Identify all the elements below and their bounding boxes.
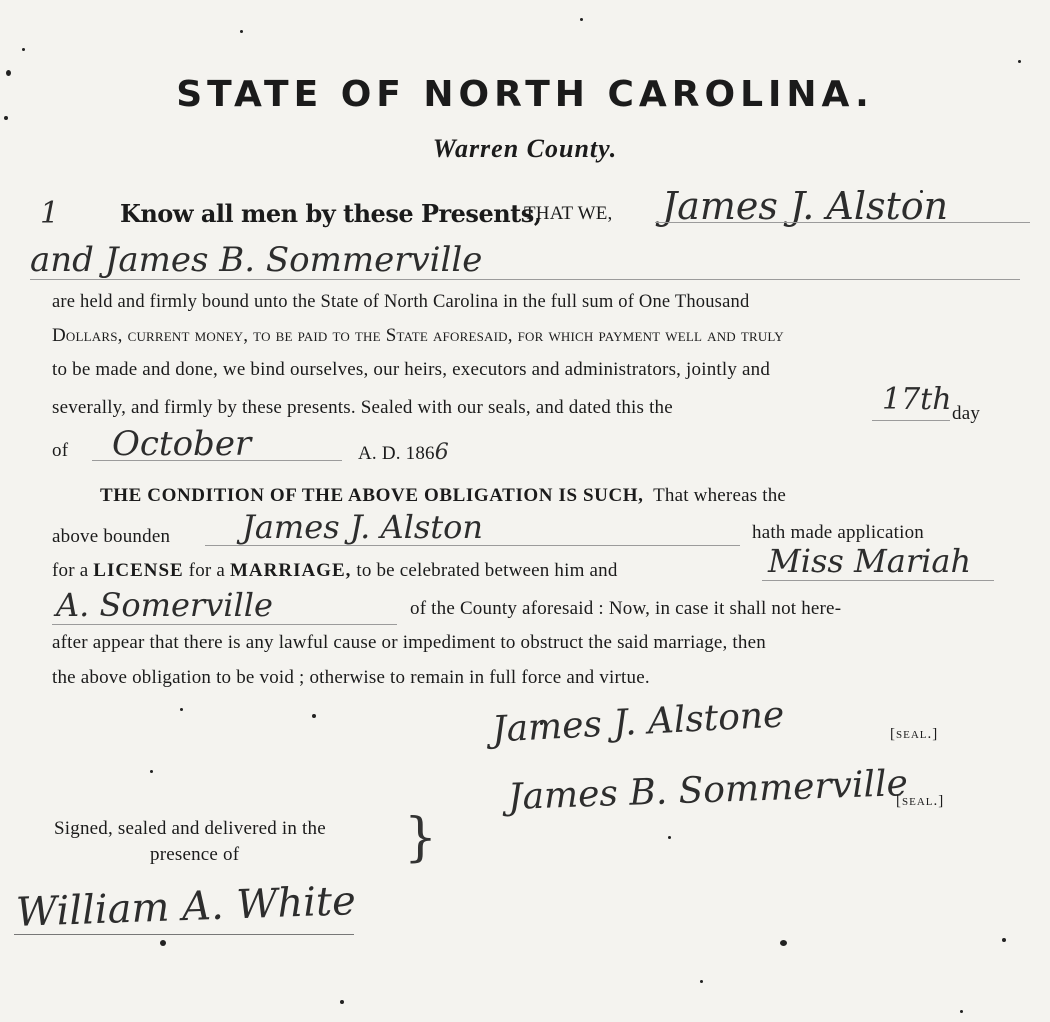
license-suffix: to be celebrated between him and: [356, 560, 618, 581]
preamble-text: Know all men by these Presents,: [120, 199, 542, 228]
day-value: 17th: [882, 382, 952, 417]
brace-glyph: }: [404, 808, 438, 868]
scan-speck: [160, 940, 166, 946]
bride-name-part-1: Miss Mariah: [768, 542, 972, 580]
fill-line: [92, 460, 342, 461]
scan-speck: [960, 1010, 963, 1013]
year-prefix: A. D. 186: [358, 443, 435, 464]
bride-name-part-2: A. Somerville: [56, 586, 273, 624]
document-title: STATE OF NORTH CAROLINA.: [176, 74, 874, 115]
scan-speck: [312, 714, 316, 718]
county-aforesaid-text: of the County aforesaid : Now, in case it shall not here-: [410, 598, 842, 619]
year-digit: 6: [434, 440, 449, 465]
scan-speck: [340, 1000, 344, 1004]
scan-speck: [1002, 938, 1006, 942]
condition-heading: THE CONDITION OF THE ABOVE OBLIGATION IS SUCH,: [100, 485, 644, 506]
signature-obligor-2: James B. Sommerville: [507, 763, 909, 818]
fill-line: [30, 279, 1020, 280]
fill-line: [872, 420, 950, 421]
fill-line: [205, 545, 740, 546]
witness-fill-line: [14, 934, 354, 935]
year-text: [358, 440, 449, 465]
scan-speck: [4, 116, 8, 120]
bond-text-line-1: [52, 292, 749, 313]
obligor-1-name: James J. Alston: [662, 184, 949, 228]
scan-speck: [150, 770, 153, 773]
condition-line: [100, 485, 786, 507]
condition-rest: That whereas the: [653, 485, 787, 506]
obligor-2-name: and James B. Sommerville: [30, 240, 483, 280]
after-appear-text: after appear that there is any lawful cause or impediment to obstruct the said marriage, then: [52, 632, 766, 653]
fill-line: [52, 624, 397, 625]
scan-speck: [22, 48, 25, 51]
scan-speck: [700, 980, 703, 983]
applicant-name: James J. Alston: [242, 508, 483, 546]
scan-speck: [668, 836, 671, 839]
fill-line: [762, 580, 994, 581]
fill-line: [655, 222, 1030, 223]
margin-number: 1: [40, 196, 60, 231]
scan-speck: [780, 940, 787, 946]
hath-made-text: hath made application: [752, 522, 924, 543]
county-name: Warren County.: [432, 134, 618, 163]
of-word: of: [52, 440, 69, 461]
seal-label-1: [seal.]: [890, 726, 939, 742]
that-we-text: THAT WE,: [524, 203, 613, 224]
license-word: LICENSE: [93, 560, 184, 581]
witness-label-line-2: presence of: [150, 844, 240, 865]
void-clause-text: the above obligation to be void ; otherwise to remain in full force and virtue.: [52, 667, 650, 688]
witness-label-line-1: Signed, sealed and delivered in the: [54, 818, 326, 839]
bond-text-line-2: Dollars, current money, to be paid to the State aforesaid, for which payment well and truly: [52, 325, 784, 346]
signature-obligor-1: James J. Alstone: [491, 694, 786, 751]
marriage-word: MARRIAGE,: [229, 560, 352, 581]
month-value: October: [112, 424, 252, 464]
scan-speck: [180, 708, 183, 711]
license-line: [52, 560, 618, 582]
scan-speck: [1018, 60, 1021, 63]
license-prefix: for a: [52, 560, 89, 581]
license-mid: for a: [188, 560, 226, 581]
bond-text-line-3: to be made and done, we bind ourselves, our heirs, executors and administrators, jointly and: [52, 359, 771, 380]
bond-line-1-text: are held and firmly bound unto the State of North Carolina in the full sum of One Thousand: [52, 292, 750, 312]
above-bounden-text: above bounden: [52, 526, 171, 547]
day-word: day: [952, 403, 981, 424]
bond-text-line-4: severally, and firmly by these presents. Sealed with our seals, and dated this the: [52, 397, 673, 418]
seal-label-2: [seal.]: [896, 793, 945, 809]
scan-speck: [240, 30, 243, 33]
witness-signature: William A. White: [15, 878, 357, 936]
scan-speck: [580, 18, 583, 21]
